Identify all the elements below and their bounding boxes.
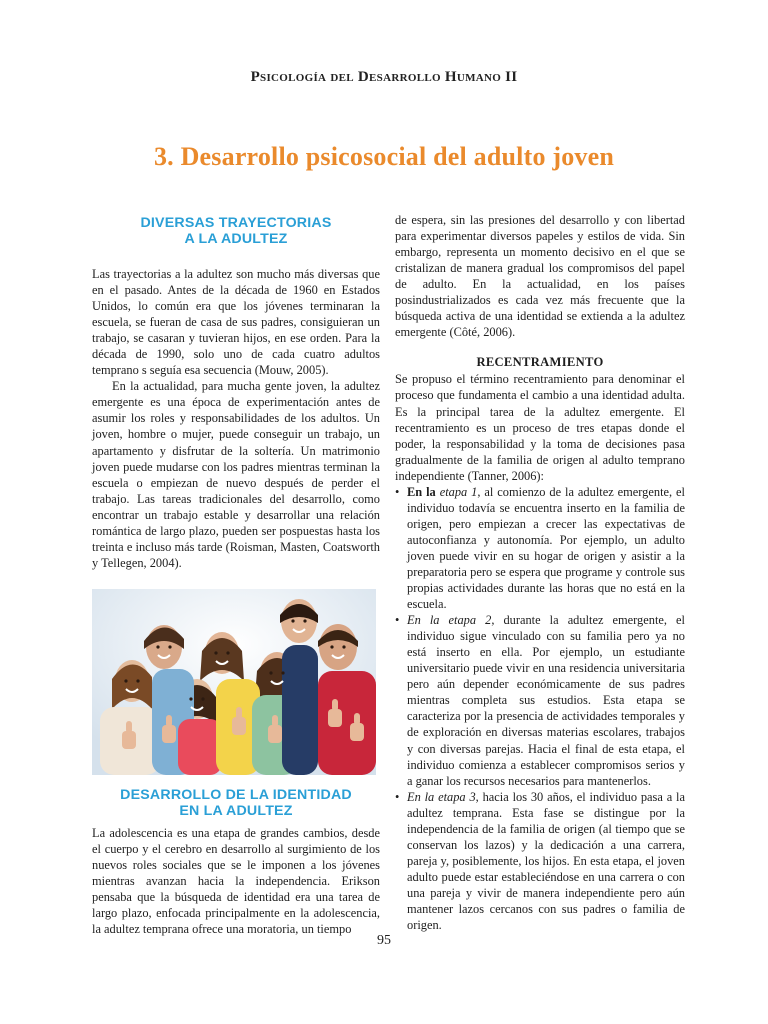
section-title-line1: DESARROLLO DE LA IDENTIDAD <box>120 786 352 803</box>
list-item <box>395 612 685 789</box>
bullet-text: , durante la adultez emergente, el individuo sigue vinculado con su familia pero ya no está inserto en ella. Por ejemplo, un estudiante universitario puede vivir en una residencia universitaria pero aún depender económicamente de sus padres mientras completa sus estudios. Esta etapa se caracteriza por la presencia de actividades temporales y de exploración en diversas materias escolares, trabajos y con diversas parejas. Hacia el final de esta etapa, el individuo comienza a establecer compromisos serios y a ganar los recursos necesarios para mantenerlos. <box>407 613 685 788</box>
bullet-text: , hacia los 30 años, el individuo pasa a la adultez temprana. Esta fase se distingue por la independencia de la familia de origen (al tiempo que se conservan los lazos) y la dedicación a una carrera, pareja y, posiblemente, los hijos. En esta etapa, el joven adulto puede estar estableciéndose en una carrera o con una pareja y vivir de manera independiente pero aún mantener lazos cercanos con sus padres o familia de origen. <box>407 789 685 933</box>
bullet-etapa: En la etapa 2 <box>407 613 492 628</box>
group-photo <box>92 589 376 775</box>
bullet-etapa: En la etapa 3 <box>407 789 476 804</box>
paragraph: La adolescencia es una etapa de grandes cambios, desde el cuerpo y el cerebro en desarrollo al surgimiento de los nuevos roles sociales que se le imponen a los jóvenes mientras avanzan hacia la independencia. Erikson pensaba que la búsqueda de identidad era una tarea de largo plazo, enfocada principalmente en la adolescencia, la adultez temprana ofrece una moratoria, un tiempo <box>92 825 380 937</box>
chapter-title: 3. Desarrollo psicosocial del adulto joven <box>153 142 615 171</box>
list-item <box>395 484 685 612</box>
bullet-icon: • <box>395 484 400 499</box>
young-adults-group-illustration <box>92 589 376 775</box>
page-number: 95 <box>377 933 391 948</box>
bullet-etapa: etapa 1 <box>439 484 478 499</box>
running-head: Psicología del Desarrollo Humano II <box>250 69 518 85</box>
right-column <box>395 212 685 933</box>
section-title-line2: A LA ADULTEZ <box>184 231 288 247</box>
section-title-line1: DIVERSAS TRAYECTORIAS <box>140 215 332 231</box>
list-item <box>395 789 685 933</box>
stage-list <box>395 484 685 933</box>
section-title-trayectorias <box>92 215 380 247</box>
paragraph-continued: de espera, sin las presiones del desarrollo y con libertad para experimentar diversos papeles y estilos de vida. Sin embargo, representa un momento decisivo en el que se cristalizan de manera gradual los compromisos del papel de adulto. En la actualidad, en los países posindustrializados es cada vez más frecuente que la búsqueda activa de una identidad se extienda a la adultez emergente (Côté, 2006). <box>395 213 685 340</box>
bullet-icon: • <box>395 613 400 628</box>
section-title-line2: EN LA ADULTEZ <box>179 802 293 819</box>
subsection-title: RECENTRAMIENTO <box>476 355 604 370</box>
bullet-text: , al comienzo de la adultez emergente, el individuo todavía se encuentra inserto en la familia de origen, pero empiezan a crecer las expectativas de autoconfianza y autonomía. Por ejemplo, un adulto joven puede vivir en su hogar de origen y asistir a la preparatoria pero se espera que programe y controle sus propias actividades durante las horas que no está en la escuela. <box>407 484 685 612</box>
paragraph: En la actualidad, para mucha gente joven, la adultez emergente es una época de experimentación antes de asumir los roles y responsabilidades de los adultos. Un joven, hombre o mujer, puede conseguir un trabajo, un apartamento y disfrutar de la soltería. Un matrimonio joven puede mudarse con los padres mientras terminan la escuela o empiezan de nuevo después de perder el trabajo. Las tareas tradicionales del desarrollo, como encontrar un trabajo estable y desarrollar una relación romántica de largo plazo, pueden ser pospuestas hasta los treinta e incluso más tarde (Roisman, Masten, Coatsworth y Tellegen, 2004). <box>92 379 380 570</box>
paragraph: Se propuso el término recentramiento para denominar el proceso que fundamenta el cambio a una identidad adulta. Es la principal tarea de la adultez emergente. El recentramiento es un proceso de tres etapas donde el poder, la responsabilidad y la toma de decisiones pasa gradualmente de la familia de origen al adulto temprano independiente (Tanner, 2006): <box>395 372 685 483</box>
paragraph: Las trayectorias a la adultez son mucho más diversas que en el pasado. Antes de la década de 1960 en Estados Unidos, lo común era que los jóvenes terminaran la escuela, se fueran de casa de sus padres, consiguieran un trabajo, se casaran y tuvieran hijos, en ese orden. Para la década de 1990, solo uno de cada cuatro adultos temprano s seguía esa secuencia (Mouw, 2005). <box>92 267 380 378</box>
section-title-identidad <box>92 787 380 819</box>
bullet-lead: En la <box>407 484 436 499</box>
bullet-icon: • <box>395 789 400 804</box>
left-column <box>92 212 380 937</box>
